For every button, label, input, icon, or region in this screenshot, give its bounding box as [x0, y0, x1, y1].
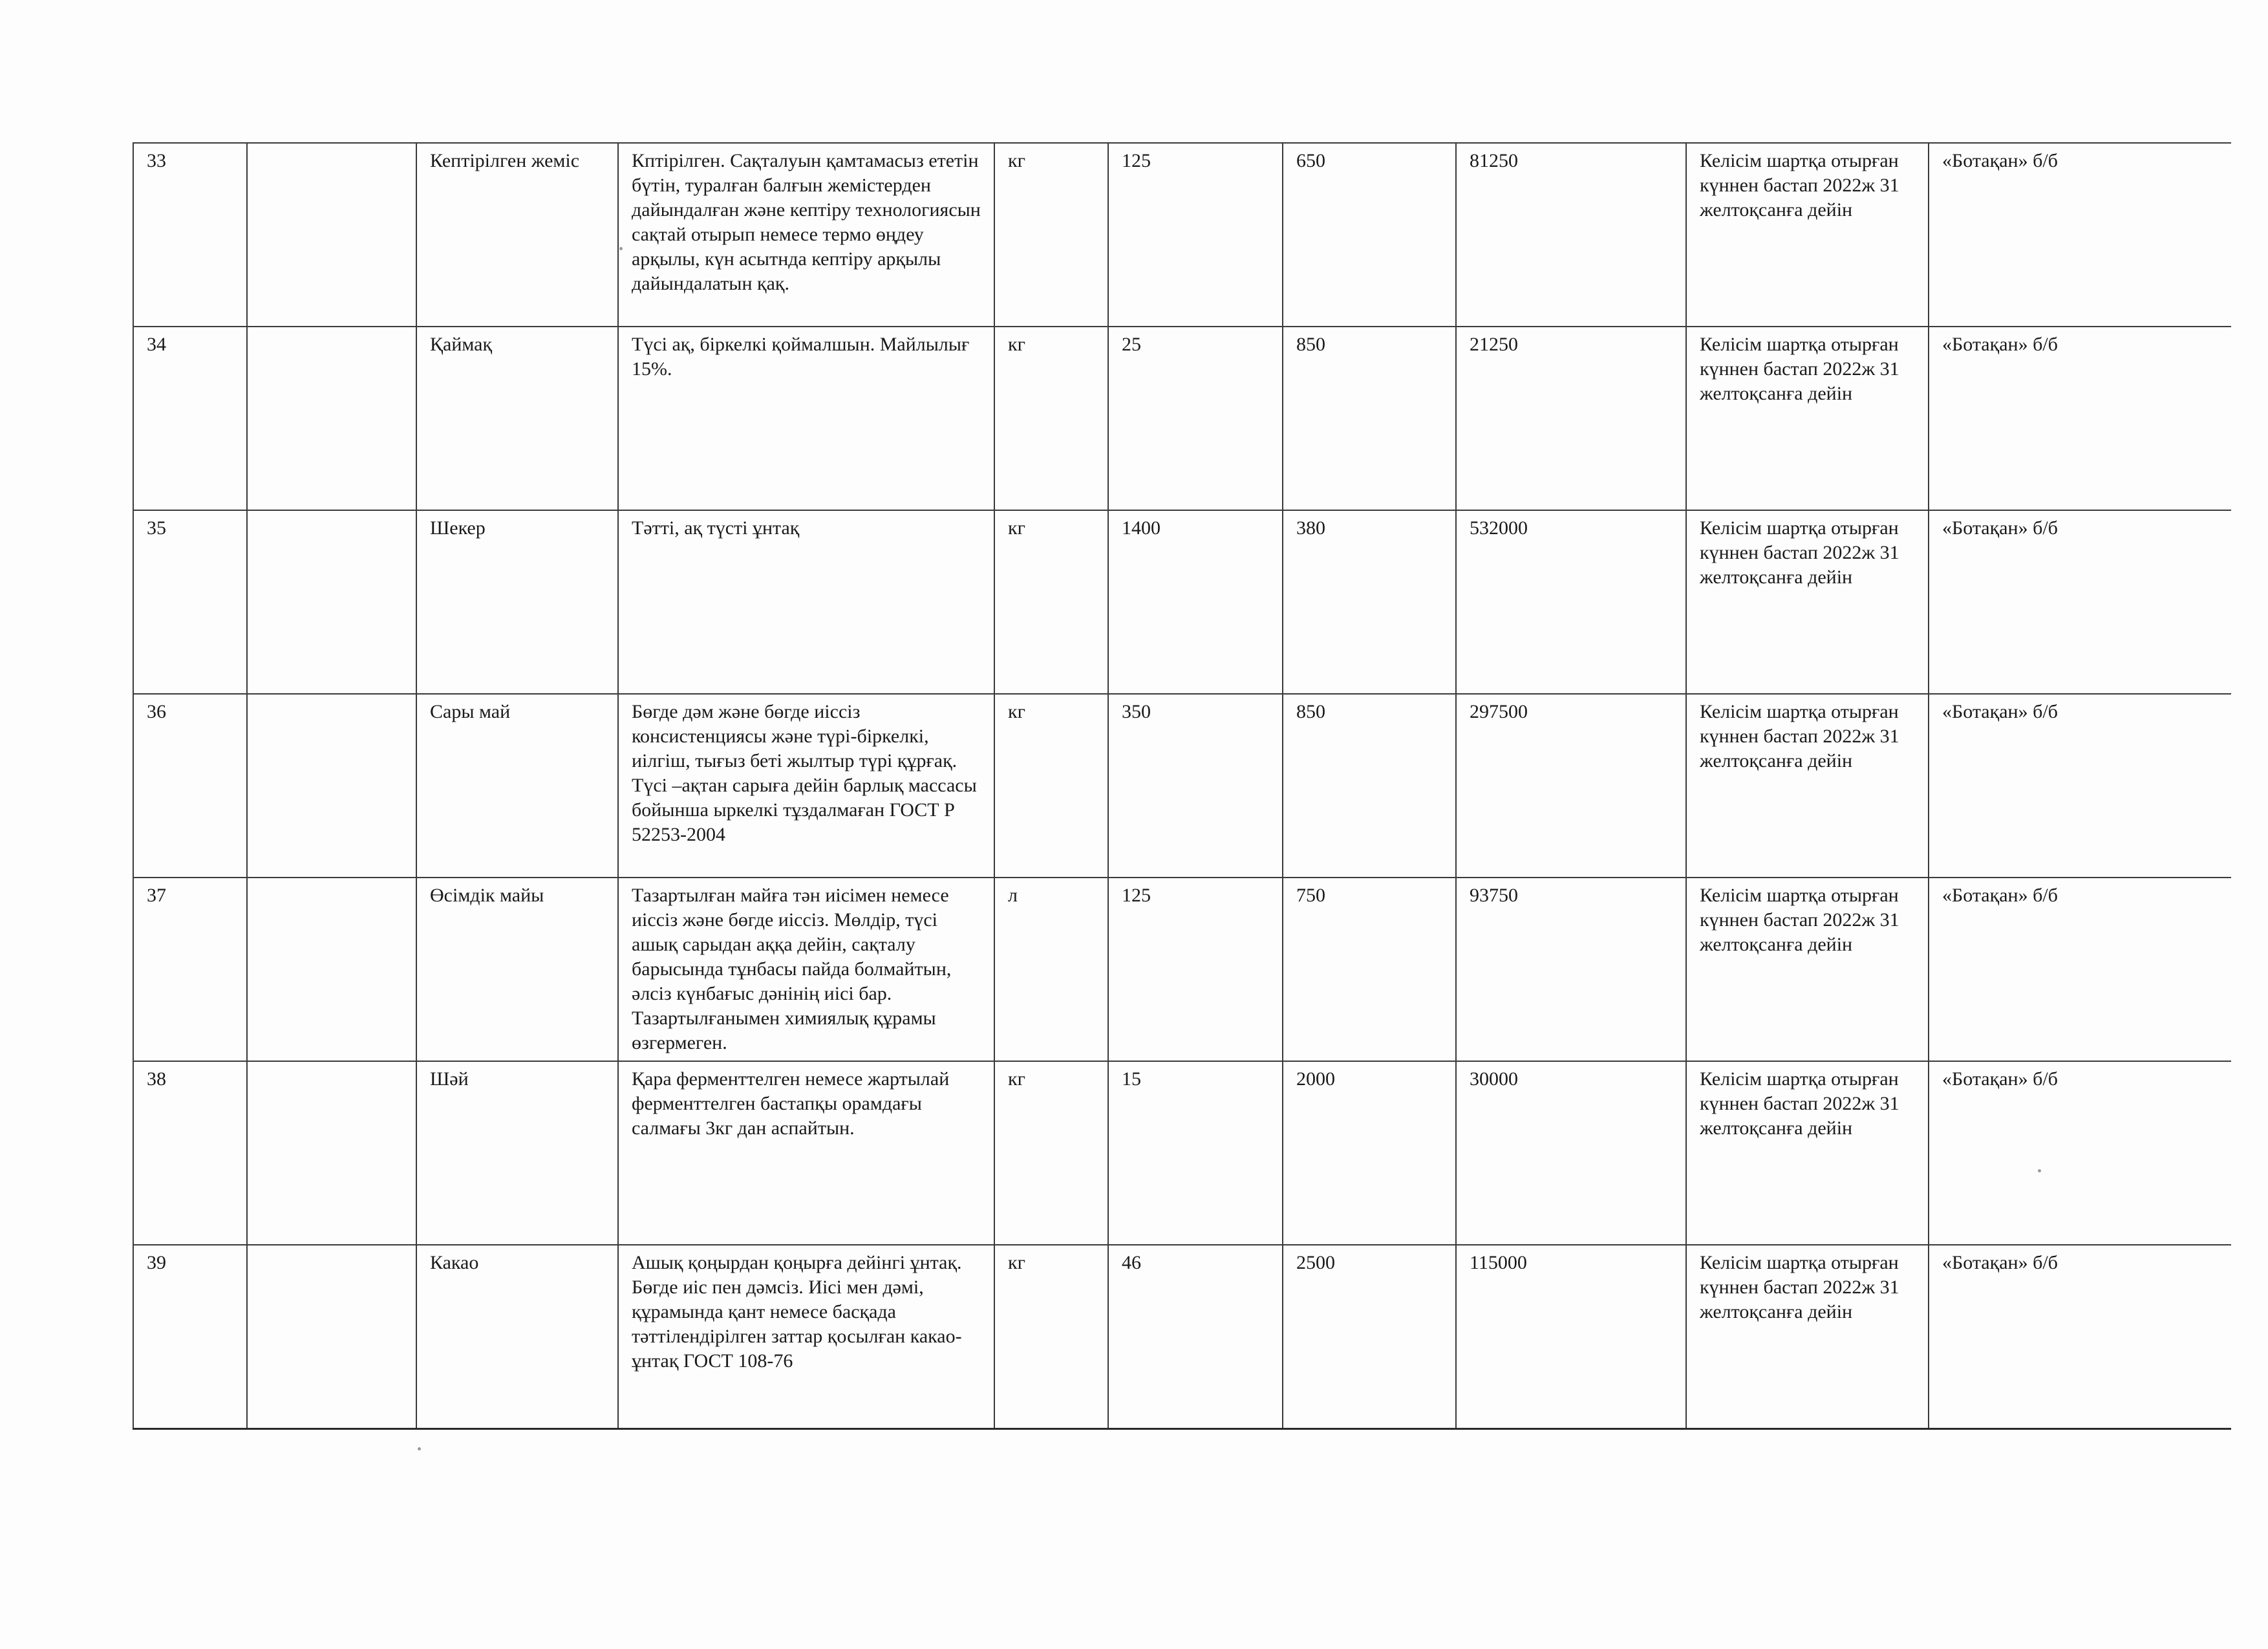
delivery-term-cell: Келісім шартқа отырған күннен бастап 2022ж 31 желтоқсанға дейін	[1686, 1245, 1929, 1429]
row-number-cell: 35	[133, 510, 247, 694]
quantity-cell: 1400	[1108, 510, 1283, 694]
product-description-cell: Ашық қоңырдан қоңырға дейінгі ұнтақ. Бөгде иіс пен дәмсіз. Иісі мен дәмі, құрамында қант немесе басқада тәттілендірілген заттар қосылған какао-ұнтақ ГОСТ 108-76	[618, 1245, 994, 1429]
delivery-term-cell: Келісім шартқа отырған күннен бастап 2022ж 31 желтоқсанға дейін	[1686, 1061, 1929, 1245]
price-cell: 380	[1283, 510, 1456, 694]
delivery-term-cell: Келісім шартқа отырған күннен бастап 2022ж 31 желтоқсанға дейін	[1686, 694, 1929, 878]
unit-cell: кг	[994, 1061, 1108, 1245]
row-number-cell: 36	[133, 694, 247, 878]
quantity-cell: 125	[1108, 878, 1283, 1061]
blank-cell	[247, 1061, 416, 1245]
quantity-cell: 25	[1108, 327, 1283, 510]
price-cell: 850	[1283, 694, 1456, 878]
blank-cell	[247, 878, 416, 1061]
table-body	[133, 143, 2231, 1429]
sum-cell: 115000	[1456, 1245, 1686, 1429]
price-cell: 750	[1283, 878, 1456, 1061]
sum-cell: 297500	[1456, 694, 1686, 878]
delivery-term-cell: Келісім шартқа отырған күннен бастап 2022ж 31 желтоқсанға дейін	[1686, 143, 1929, 327]
blank-cell	[247, 510, 416, 694]
delivery-term-cell: Келісім шартқа отырған күннен бастап 2022ж 31 желтоқсанға дейін	[1686, 327, 1929, 510]
product-name-cell: Шәй	[416, 1061, 618, 1245]
table-row	[133, 694, 2231, 878]
unit-cell: л	[994, 878, 1108, 1061]
table-row	[133, 143, 2231, 327]
scan-speck	[619, 247, 623, 250]
blank-cell	[247, 143, 416, 327]
product-name-cell: Қаймақ	[416, 327, 618, 510]
supplier-cell: «Ботақан» б/б	[1929, 878, 2231, 1061]
product-description-cell: Қара ферменттелген немесе жартылай ферменттелген бастапқы орамдағы салмағы 3кг дан аспайтын.	[618, 1061, 994, 1245]
quantity-cell: 350	[1108, 694, 1283, 878]
supplier-cell: «Ботақан» б/б	[1929, 510, 2231, 694]
product-description-cell: Кптірілген. Сақталуын қамтамасыз ететін бүтін, туралған балғын жемістерден дайындалған және кептіру технологиясын сақтай отырып немесе термо өңдеу арқылы, күн асытнда кептіру арқылы дайындалатын қақ.	[618, 143, 994, 327]
quantity-cell: 15	[1108, 1061, 1283, 1245]
sum-cell: 532000	[1456, 510, 1686, 694]
table-row	[133, 878, 2231, 1061]
product-description-cell: Тәтті, ақ түсті ұнтақ	[618, 510, 994, 694]
table-row	[133, 510, 2231, 694]
unit-cell: кг	[994, 143, 1108, 327]
scan-speck	[418, 1447, 421, 1450]
product-description-cell: Тазартылған майға тән иісімен немесе иіссіз және бөгде иіссіз. Мөлдір, түсі ашық сарыдан аққа дейін, сақталу барысында тұнбасы пайда болмайтын, әлсіз күнбағыс дәнінің иісі бар. Тазартылғанымен химиялық құрамы өзгермеген.	[618, 878, 994, 1061]
delivery-term-cell: Келісім шартқа отырған күннен бастап 2022ж 31 желтоқсанға дейін	[1686, 878, 1929, 1061]
price-cell: 650	[1283, 143, 1456, 327]
quantity-cell: 46	[1108, 1245, 1283, 1429]
procurement-table	[133, 142, 2231, 1430]
supplier-cell: «Ботақан» б/б	[1929, 1245, 2231, 1429]
sum-cell: 93750	[1456, 878, 1686, 1061]
unit-cell: кг	[994, 510, 1108, 694]
price-cell: 2000	[1283, 1061, 1456, 1245]
price-cell: 2500	[1283, 1245, 1456, 1429]
supplier-cell: «Ботақан» б/б	[1929, 694, 2231, 878]
scan-speck	[2038, 1169, 2041, 1172]
product-description-cell: Түсі ақ, біркелкі қоймалшын. Майлылығ 15%.	[618, 327, 994, 510]
blank-cell	[247, 327, 416, 510]
row-number-cell: 39	[133, 1245, 247, 1429]
sum-cell: 81250	[1456, 143, 1686, 327]
table-row	[133, 327, 2231, 510]
quantity-cell: 125	[1108, 143, 1283, 327]
row-number-cell: 38	[133, 1061, 247, 1245]
blank-cell	[247, 1245, 416, 1429]
row-number-cell: 33	[133, 143, 247, 327]
supplier-cell: «Ботақан» б/б	[1929, 143, 2231, 327]
price-cell: 850	[1283, 327, 1456, 510]
sum-cell: 21250	[1456, 327, 1686, 510]
product-name-cell: Какао	[416, 1245, 618, 1429]
product-name-cell: Кептірілген жеміс	[416, 143, 618, 327]
delivery-term-cell: Келісім шартқа отырған күннен бастап 2022ж 31 желтоқсанға дейін	[1686, 510, 1929, 694]
product-name-cell: Өсімдік майы	[416, 878, 618, 1061]
supplier-cell: «Ботақан» б/б	[1929, 1061, 2231, 1245]
product-name-cell: Сары май	[416, 694, 618, 878]
unit-cell: кг	[994, 694, 1108, 878]
sum-cell: 30000	[1456, 1061, 1686, 1245]
unit-cell: кг	[994, 327, 1108, 510]
product-description-cell: Бөгде дәм және бөгде иіссіз консистенциясы және түрі-біркелкі, иілгіш, тығыз беті жылтыр түрі құрғақ. Түсі –ақтан сарыға дейін барлық массасы бойынша ыркелкі тұздалмаған ГОСТ Р 52253-2004	[618, 694, 994, 878]
supplier-cell: «Ботақан» б/б	[1929, 327, 2231, 510]
table-row	[133, 1061, 2231, 1245]
table-row	[133, 1245, 2231, 1429]
product-name-cell: Шекер	[416, 510, 618, 694]
row-number-cell: 37	[133, 878, 247, 1061]
blank-cell	[247, 694, 416, 878]
row-number-cell: 34	[133, 327, 247, 510]
unit-cell: кг	[994, 1245, 1108, 1429]
